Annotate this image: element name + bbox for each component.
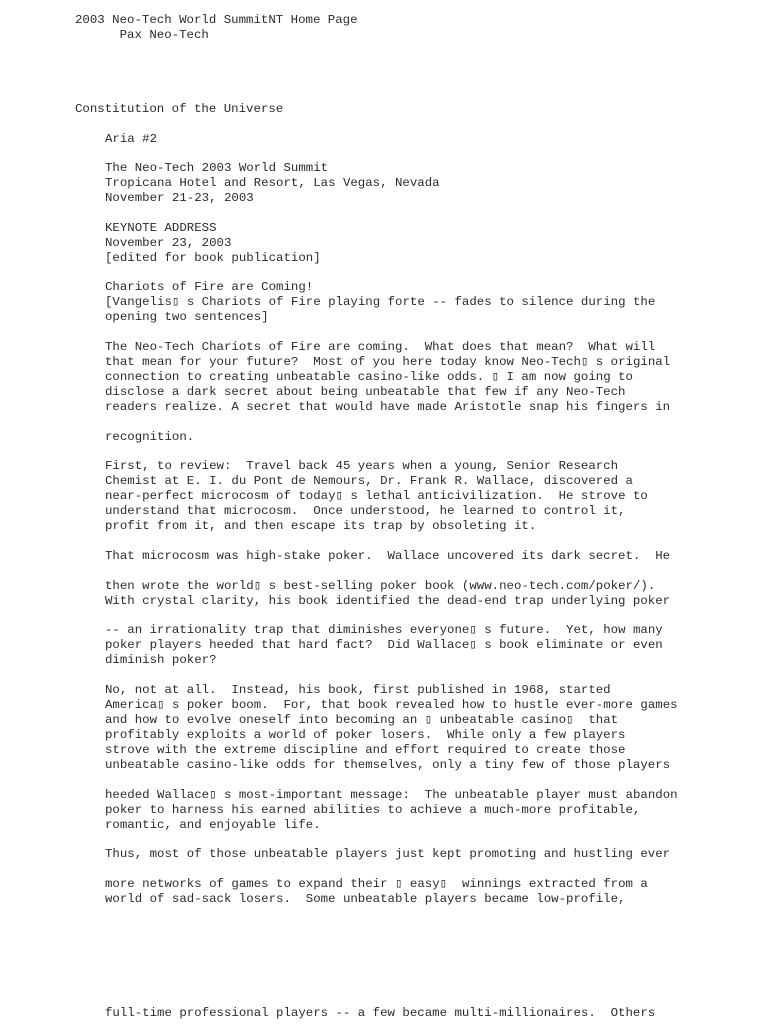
paragraph-line: full-time professional players -- a few became multi-millionaires. Others — [105, 1006, 656, 1020]
event-line: Tropicana Hotel and Resort, Las Vegas, Nevada — [105, 176, 440, 190]
paragraph-line: -- an irrationality trap that diminishes everyone▯ s future. Yet, how many — [105, 623, 663, 637]
chariots-line: [Vangelis▯ s Chariots of Fire playing forte -- fades to silence during the — [105, 295, 656, 309]
header-line-1: 2003 Neo-Tech World SummitNT Home Page — [75, 13, 358, 27]
paragraph-line: strove with the extreme discipline and effort required to create those — [105, 743, 626, 757]
header-line-2: Pax Neo-Tech — [75, 28, 209, 42]
paragraph-line: No, not at all. Instead, his book, first published in 1968, started — [105, 683, 611, 697]
paragraph-line: romantic, and enjoyable life. — [105, 818, 321, 832]
paragraph-line: profit from it, and then escape its trap by obsoleting it. — [105, 519, 537, 533]
paragraph-line: America▯ s poker boom. For, that book revealed how to hustle ever-more games — [105, 698, 678, 712]
chariots-line: opening two sentences] — [105, 310, 269, 324]
paragraph-line: Thus, most of those unbeatable players just kept promoting and hustling ever — [105, 847, 671, 861]
keynote-line: November 23, 2003 — [105, 236, 232, 250]
paragraph-line: and how to evolve oneself into becoming an ▯ unbeatable casino▯ that — [105, 713, 619, 727]
paragraph-line: diminish poker? — [105, 653, 217, 667]
paragraph-line: Chemist at E. I. du Pont de Nemours, Dr. Frank R. Wallace, discovered a — [105, 474, 633, 488]
paragraph-line: With crystal clarity, his book identified the dead-end trap underlying poker — [105, 594, 671, 608]
paragraph-line: First, to review: Travel back 45 years when a young, Senior Research — [105, 459, 619, 473]
aria-heading: Aria #2 — [105, 132, 158, 146]
paragraph-line: understand that microcosm. Once understood, he learned to control it, — [105, 504, 626, 518]
paragraph-line: The Neo-Tech Chariots of Fire are coming. What does that mean? What will — [105, 340, 656, 354]
chariots-line: Chariots of Fire are Coming! — [105, 280, 314, 294]
paragraph-line: That microcosm was high-stake poker. Wallace uncovered its dark secret. He — [105, 549, 671, 563]
paragraph-line: poker to harness his earned abilities to achieve a much-more profitable, — [105, 803, 641, 817]
paragraph-line: readers realize. A secret that would have made Aristotle snap his fingers in — [105, 400, 671, 414]
paragraph-line: unbeatable casino-like odds for themselves, only a tiny few of those players — [105, 758, 671, 772]
paragraph-line: heeded Wallace▯ s most-important message: The unbeatable player must abandon — [105, 788, 678, 802]
keynote-line: [edited for book publication] — [105, 251, 321, 265]
paragraph-line: connection to creating unbeatable casino-like odds. ▯ I am now going to — [105, 370, 633, 384]
paragraph-line: then wrote the world▯ s best-selling poker book (www.neo-tech.com/poker/). — [105, 579, 656, 593]
event-line: November 21-23, 2003 — [105, 191, 254, 205]
keynote-line: KEYNOTE ADDRESS — [105, 221, 217, 235]
paragraph-line: disclose a dark secret about being unbeatable that few if any Neo-Tech — [105, 385, 626, 399]
paragraph-line: world of sad-sack losers. Some unbeatable players became low-profile, — [105, 892, 626, 906]
paragraph-line: near-perfect microcosm of today▯ s lethal anticivilization. He strove to — [105, 489, 648, 503]
paragraph-line: recognition. — [105, 430, 195, 444]
event-line: The Neo-Tech 2003 World Summit — [105, 161, 329, 175]
paragraph-line: more networks of games to expand their ▯ easy▯ winnings extracted from a — [105, 877, 648, 891]
paragraph-line: profitably exploits a world of poker losers. While only a few players — [105, 728, 626, 742]
paragraph-line: poker players heeded that hard fact? Did Wallace▯ s book eliminate or even — [105, 638, 663, 652]
paragraph-line: that mean for your future? Most of you here today know Neo-Tech▯ s original — [105, 355, 671, 369]
document-title: Constitution of the Universe — [75, 102, 284, 116]
